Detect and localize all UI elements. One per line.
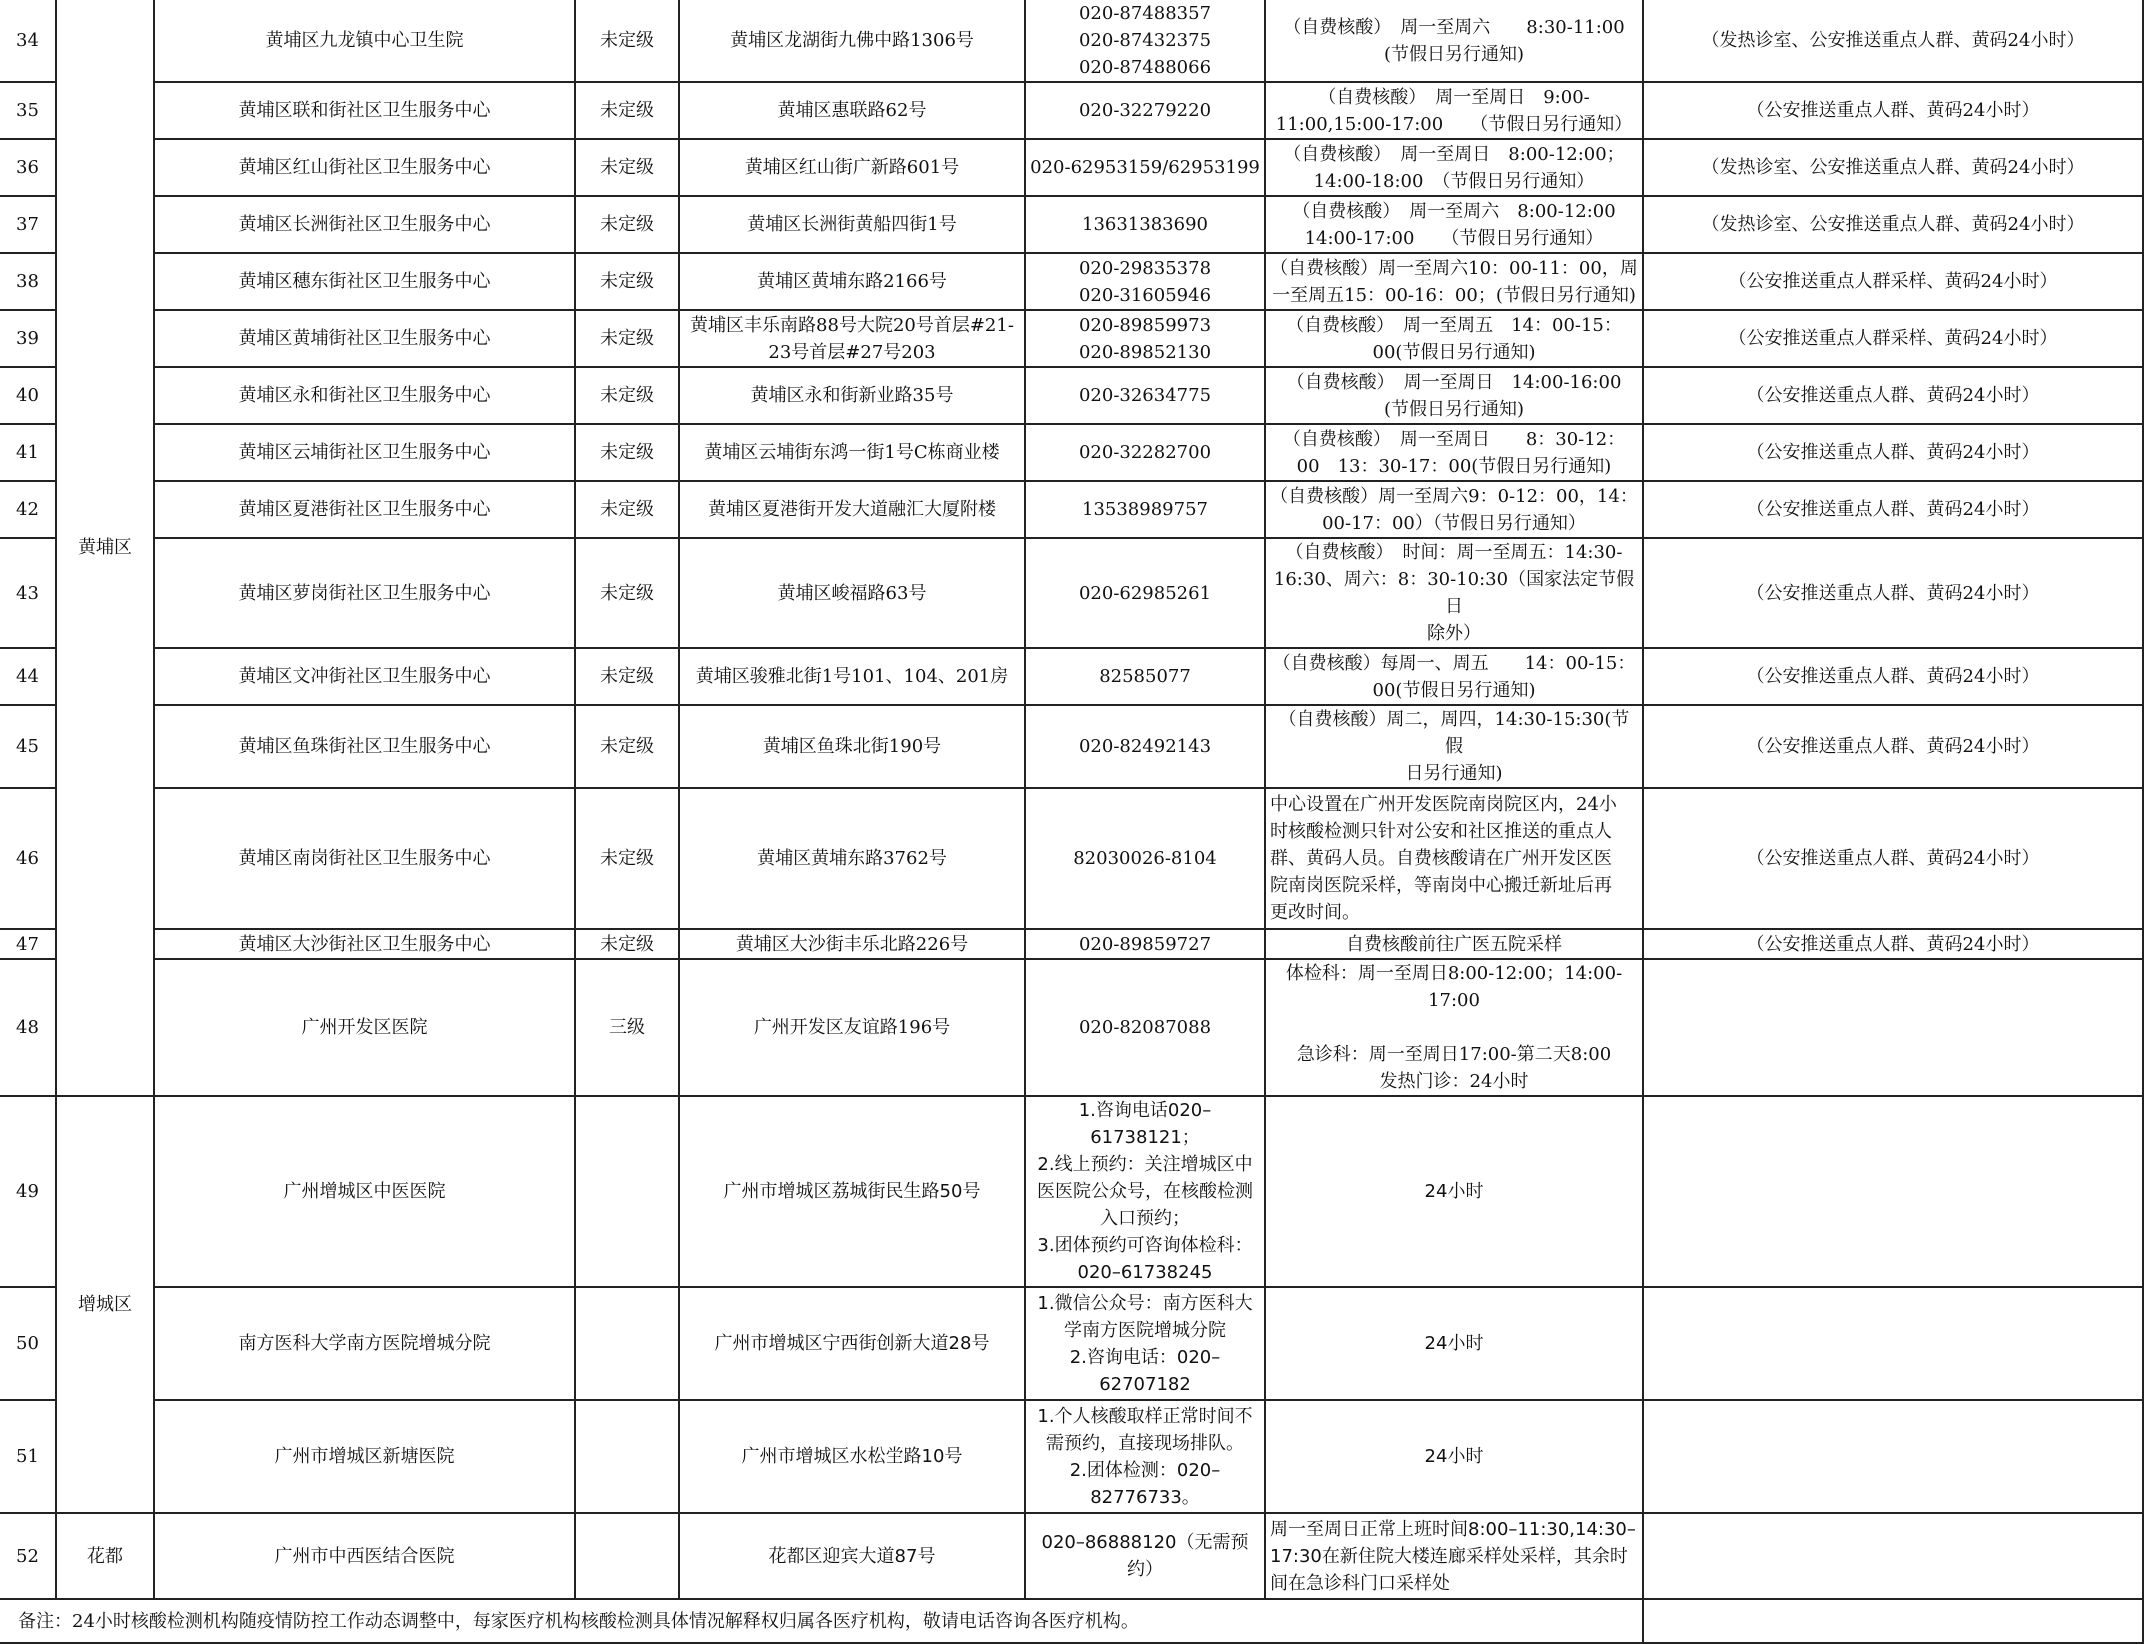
hospital-level: 未定级 xyxy=(575,367,679,424)
address: 黄埔区永和街新业路35号 xyxy=(679,367,1025,424)
service-hours: （自费核酸） 周一至周日 8：30-12： 00 13：30-17：00(节假日另行通知) xyxy=(1265,424,1643,481)
service-hours: （自费核酸） 周一至周日 14:00-16:00 (节假日另行通知) xyxy=(1265,367,1643,424)
remarks xyxy=(1643,1287,2143,1400)
row-number: 43 xyxy=(0,538,56,648)
service-hours: （自费核酸）每周一、周五 14：00-15： 00(节假日另行通知) xyxy=(1265,648,1643,705)
contact-phone: 020-62953159/62953199 xyxy=(1025,139,1265,196)
row-number: 41 xyxy=(0,424,56,481)
hospital-level xyxy=(575,1287,679,1400)
table-row xyxy=(0,310,2143,367)
service-hours: （自费核酸）周二，周四，14:30-15:30(节假 日另行通知) xyxy=(1265,705,1643,788)
institution-name: 南方医科大学南方医院增城分院 xyxy=(154,1287,575,1400)
hospital-level: 未定级 xyxy=(575,139,679,196)
row-number: 47 xyxy=(0,929,56,959)
remarks: （公安推送重点人群、黄码24小时） xyxy=(1643,82,2143,139)
row-number: 51 xyxy=(0,1400,56,1513)
row-number: 36 xyxy=(0,139,56,196)
contact-phone: 020-32634775 xyxy=(1025,367,1265,424)
table-row xyxy=(0,481,2143,538)
address: 花都区迎宾大道87号 xyxy=(679,1513,1025,1599)
contact-phone: 13631383690 xyxy=(1025,196,1265,253)
table-row xyxy=(0,648,2143,705)
row-number: 34 xyxy=(0,0,56,82)
institution-name: 黄埔区鱼珠街社区卫生服务中心 xyxy=(154,705,575,788)
table-row xyxy=(0,424,2143,481)
remarks: （公安推送重点人群、黄码24小时） xyxy=(1643,648,2143,705)
service-hours: 体检科：周一至周日8:00-12:00；14:00-17:00 急诊科：周一至周日17:00-第二天8:00 发热门诊：24小时 xyxy=(1265,959,1643,1096)
contact-phone: 1.微信公众号：南方医科大 学南方医院增城分院 2.咨询电话：020– 62707182 xyxy=(1025,1287,1265,1400)
hospital-level: 三级 xyxy=(575,959,679,1096)
address: 黄埔区丰乐南路88号大院20号首层#21- 23号首层#27号203 xyxy=(679,310,1025,367)
table-row xyxy=(0,253,2143,310)
address: 黄埔区黄埔东路3762号 xyxy=(679,788,1025,929)
service-hours: （自费核酸） 周一至周六 8:00-12:00 14:00-17:00 （节假日另行通知） xyxy=(1265,196,1643,253)
hospital-level: 未定级 xyxy=(575,196,679,253)
remarks: （公安推送重点人群、黄码24小时） xyxy=(1643,929,2143,959)
address: 黄埔区黄埔东路2166号 xyxy=(679,253,1025,310)
address: 广州市增城区宁西街创新大道28号 xyxy=(679,1287,1025,1400)
service-hours: （自费核酸） 周一至周六 8:30-11:00 (节假日另行通知) xyxy=(1265,0,1643,82)
contact-phone: 020-89859727 xyxy=(1025,929,1265,959)
contact-phone: 020-32279220 xyxy=(1025,82,1265,139)
district-cell: 花都 xyxy=(56,1513,154,1599)
institution-name: 广州市增城区新塘医院 xyxy=(154,1400,575,1513)
row-number: 42 xyxy=(0,481,56,538)
address: 黄埔区鱼珠北街190号 xyxy=(679,705,1025,788)
hospital-level: 未定级 xyxy=(575,310,679,367)
contact-phone: 13538989757 xyxy=(1025,481,1265,538)
address: 广州市增城区荔城街民生路50号 xyxy=(679,1096,1025,1287)
table-row xyxy=(0,705,2143,788)
institution-name: 黄埔区九龙镇中心卫生院 xyxy=(154,0,575,82)
contact-phone: 1.个人核酸取样正常时间不 需预约，直接现场排队。 2.团体检测：020– 82776733。 xyxy=(1025,1400,1265,1513)
address: 黄埔区龙湖街九佛中路1306号 xyxy=(679,0,1025,82)
hospital-level xyxy=(575,1400,679,1513)
footnote: 备注：24小时核酸检测机构随疫情防控工作动态调整中，每家医疗机构核酸检测具体情况解释权归属各医疗机构，敬请电话咨询各医疗机构。 xyxy=(0,1599,1643,1643)
table-row xyxy=(0,0,2143,82)
service-hours: （自费核酸） 周一至周五 14：00-15： 00(节假日另行通知) xyxy=(1265,310,1643,367)
table-row xyxy=(0,1096,2143,1287)
hospital-level xyxy=(575,1096,679,1287)
address: 黄埔区云埔街东鸿一街1号C栋商业楼 xyxy=(679,424,1025,481)
contact-phone: 1.咨询电话020–61738121； 2.线上预约：关注增城区中 医医院公众号，在核酸检测 入口预约； 3.团体预约可咨询体检科： 020–61738245 xyxy=(1025,1096,1265,1287)
table-row xyxy=(0,1599,2143,1643)
service-hours: 周一至周日正常上班时间8:00–11:30,14:30– 17:30在新住院大楼连廊采样处采样，其余时 间在急诊科门口采样处 xyxy=(1265,1513,1643,1599)
service-hours: （自费核酸）周一至周六10：00-11：00，周 一至周五15：00-16：00；(节假日另行通知) xyxy=(1265,253,1643,310)
institution-name: 广州增城区中医医院 xyxy=(154,1096,575,1287)
remarks: （发热诊室、公安推送重点人群、黄码24小时） xyxy=(1643,0,2143,82)
table-row xyxy=(0,196,2143,253)
table-row xyxy=(0,82,2143,139)
service-hours: 中心设置在广州开发医院南岗院区内，24小 时核酸检测只针对公安和社区推送的重点人 群、黄码人员。自费核酸请在广州开发区医 院南岗医院采样，等南岗中心搬迁新址后再 更改时间。 xyxy=(1265,788,1643,929)
contact-phone: 82585077 xyxy=(1025,648,1265,705)
hospital-level: 未定级 xyxy=(575,0,679,82)
contact-phone: 020-89859973 020-89852130 xyxy=(1025,310,1265,367)
hospital-level: 未定级 xyxy=(575,929,679,959)
contact-phone: 020-82492143 xyxy=(1025,705,1265,788)
table-row xyxy=(0,959,2143,1096)
row-number: 37 xyxy=(0,196,56,253)
remarks: （公安推送重点人群、黄码24小时） xyxy=(1643,705,2143,788)
hospital-level: 未定级 xyxy=(575,648,679,705)
hospital-level: 未定级 xyxy=(575,705,679,788)
hospital-level: 未定级 xyxy=(575,481,679,538)
institution-name: 黄埔区文冲街社区卫生服务中心 xyxy=(154,648,575,705)
institution-name: 黄埔区夏港街社区卫生服务中心 xyxy=(154,481,575,538)
table-row xyxy=(0,788,2143,929)
hospital-level: 未定级 xyxy=(575,253,679,310)
remarks: （公安推送重点人群、黄码24小时） xyxy=(1643,424,2143,481)
row-number: 40 xyxy=(0,367,56,424)
address: 黄埔区夏港街开发大道融汇大厦附楼 xyxy=(679,481,1025,538)
institution-name: 黄埔区萝岗街社区卫生服务中心 xyxy=(154,538,575,648)
institution-name: 黄埔区穗东街社区卫生服务中心 xyxy=(154,253,575,310)
contact-phone: 020-82087088 xyxy=(1025,959,1265,1096)
address: 黄埔区大沙街丰乐北路226号 xyxy=(679,929,1025,959)
address: 广州开发区友谊路196号 xyxy=(679,959,1025,1096)
address: 黄埔区长洲街黄船四街1号 xyxy=(679,196,1025,253)
remarks: （公安推送重点人群、黄码24小时） xyxy=(1643,367,2143,424)
hospital-level: 未定级 xyxy=(575,788,679,929)
remarks: （公安推送重点人群采样、黄码24小时） xyxy=(1643,310,2143,367)
row-number: 46 xyxy=(0,788,56,929)
hospital-level: 未定级 xyxy=(575,82,679,139)
table-row xyxy=(0,1513,2143,1599)
table-row xyxy=(0,538,2143,648)
address: 黄埔区骏雅北街1号101、104、201房 xyxy=(679,648,1025,705)
remarks: （发热诊室、公安推送重点人群、黄码24小时） xyxy=(1643,196,2143,253)
institution-name: 黄埔区永和街社区卫生服务中心 xyxy=(154,367,575,424)
hospital-level: 未定级 xyxy=(575,538,679,648)
service-hours: （自费核酸） 周一至周日 9:00- 11:00,15:00-17:00 （节假日另行通知） xyxy=(1265,82,1643,139)
service-hours: 自费核酸前往广医五院采样 xyxy=(1265,929,1643,959)
row-number: 39 xyxy=(0,310,56,367)
row-number: 44 xyxy=(0,648,56,705)
remarks xyxy=(1643,1513,2143,1599)
contact-phone: 020-87488357 020-87432375 020-87488066 xyxy=(1025,0,1265,82)
institution-name: 黄埔区云埔街社区卫生服务中心 xyxy=(154,424,575,481)
row-number: 49 xyxy=(0,1096,56,1287)
remarks xyxy=(1643,1400,2143,1513)
hospital-level xyxy=(575,1513,679,1599)
service-hours: （自费核酸）周一至周六9：0-12：00，14： 00-17：00）（节假日另行通知） xyxy=(1265,481,1643,538)
empty-cell xyxy=(1643,1599,2143,1643)
institution-name: 广州开发区医院 xyxy=(154,959,575,1096)
hospital-level: 未定级 xyxy=(575,424,679,481)
row-number: 52 xyxy=(0,1513,56,1599)
table-row xyxy=(0,929,2143,959)
service-hours: （自费核酸） 周一至周日 8:00-12:00； 14:00-18:00 （节假日另行通知） xyxy=(1265,139,1643,196)
institution-name: 黄埔区大沙街社区卫生服务中心 xyxy=(154,929,575,959)
table-row xyxy=(0,1400,2143,1513)
remarks xyxy=(1643,1096,2143,1287)
contact-phone: 020-32282700 xyxy=(1025,424,1265,481)
institution-name: 黄埔区南岗街社区卫生服务中心 xyxy=(154,788,575,929)
table-row xyxy=(0,367,2143,424)
address: 黄埔区惠联路62号 xyxy=(679,82,1025,139)
institution-name: 广州市中西医结合医院 xyxy=(154,1513,575,1599)
contact-phone: 020–86888120（无需预 约） xyxy=(1025,1513,1265,1599)
institution-name: 黄埔区红山街社区卫生服务中心 xyxy=(154,139,575,196)
address: 黄埔区峻福路63号 xyxy=(679,538,1025,648)
service-hours: 24小时 xyxy=(1265,1287,1643,1400)
row-number: 48 xyxy=(0,959,56,1096)
table-row xyxy=(0,1287,2143,1400)
institution-name: 黄埔区黄埔街社区卫生服务中心 xyxy=(154,310,575,367)
contact-phone: 82030026-8104 xyxy=(1025,788,1265,929)
remarks: （公安推送重点人群、黄码24小时） xyxy=(1643,538,2143,648)
table-row xyxy=(0,139,2143,196)
row-number: 38 xyxy=(0,253,56,310)
address: 黄埔区红山街广新路601号 xyxy=(679,139,1025,196)
service-hours: 24小时 xyxy=(1265,1096,1643,1287)
remarks: （发热诊室、公安推送重点人群、黄码24小时） xyxy=(1643,139,2143,196)
remarks: （公安推送重点人群、黄码24小时） xyxy=(1643,788,2143,929)
contact-phone: 020-29835378 020-31605946 xyxy=(1025,253,1265,310)
institution-name: 黄埔区长洲街社区卫生服务中心 xyxy=(154,196,575,253)
institution-name: 黄埔区联和街社区卫生服务中心 xyxy=(154,82,575,139)
address: 广州市增城区水松坣路10号 xyxy=(679,1400,1025,1513)
district-cell: 增城区 xyxy=(56,1096,154,1513)
remarks: （公安推送重点人群采样、黄码24小时） xyxy=(1643,253,2143,310)
remarks xyxy=(1643,959,2143,1096)
service-hours: 24小时 xyxy=(1265,1400,1643,1513)
row-number: 50 xyxy=(0,1287,56,1400)
row-number: 45 xyxy=(0,705,56,788)
remarks: （公安推送重点人群、黄码24小时） xyxy=(1643,481,2143,538)
district-cell: 黄埔区 xyxy=(56,0,154,1096)
row-number: 35 xyxy=(0,82,56,139)
contact-phone: 020-62985261 xyxy=(1025,538,1265,648)
service-hours: （自费核酸） 时间：周一至周五：14:30- 16:30、周六：8：30-10:30（国家法定节假日 除外） xyxy=(1265,538,1643,648)
